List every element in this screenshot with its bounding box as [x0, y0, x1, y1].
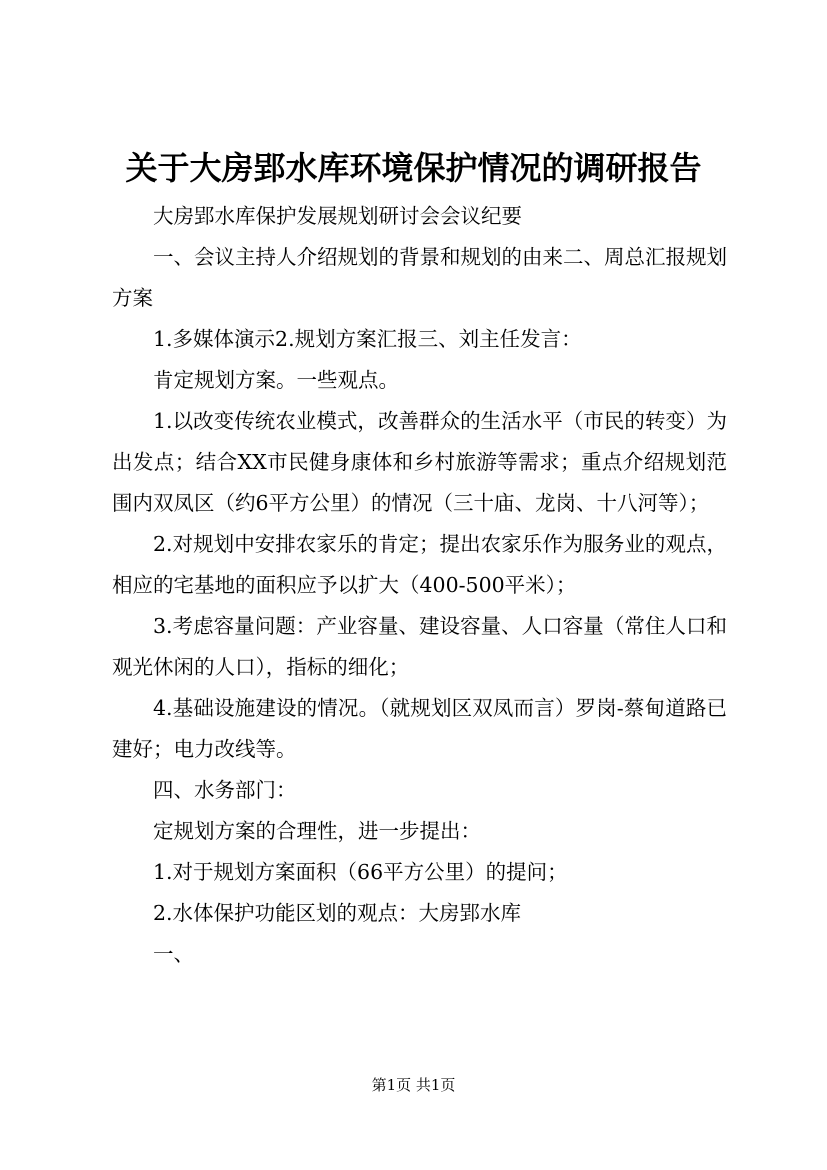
paragraph: 1.以改变传统农业模式，改善群众的生活水平（市民的转变）为出发点；结合XX市民健身康体和乡村旅游等需求；重点介绍规划范围内双凤区（约6平方公里）的情况（三十庙、龙岗、十八河等）； — [112, 409, 727, 515]
paragraph: 肯定规划方案。一些观点。 — [153, 368, 399, 392]
paragraph: 4.基础设施建设的情况。（就规划区双凤而言）罗岗-蔡甸道路已建好；电力改线等。 — [112, 696, 727, 761]
paragraph: 1.多媒体演示2.规划方案汇报三、刘主任发言： — [153, 327, 582, 351]
document-title: 关于大房郢水库环境保护情况的调研报告 — [125, 149, 702, 187]
paragraph: 大房郢水库保护发展规划研讨会会议纪要 — [153, 204, 522, 228]
paragraph: 定规划方案的合理性，进一步提出： — [153, 819, 481, 843]
paragraph: 一、会议主持人介绍规划的背景和规划的由来二、周总汇报规划方案 — [112, 245, 727, 310]
paragraph: 2.水体保护功能区划的观点：大房郢水库 — [153, 901, 522, 925]
paragraph: 一、 — [153, 942, 194, 966]
page-footer: 第1页 共1页 — [371, 1076, 456, 1094]
paragraph: 3.考虑容量问题：产业容量、建设容量、人口容量（常住人口和观光休闲的人口），指标的细化； — [112, 614, 727, 679]
paragraph: 2.对规划中安排农家乐的肯定；提出农家乐作为服务业的观点，相应的宅基地的面积应予以扩大（400-500平米）； — [112, 532, 727, 597]
paragraph: 四、水务部门： — [153, 778, 297, 802]
paragraph: 1.对于规划方案面积（66平方公里）的提问； — [153, 860, 568, 884]
document-body — [112, 196, 727, 975]
